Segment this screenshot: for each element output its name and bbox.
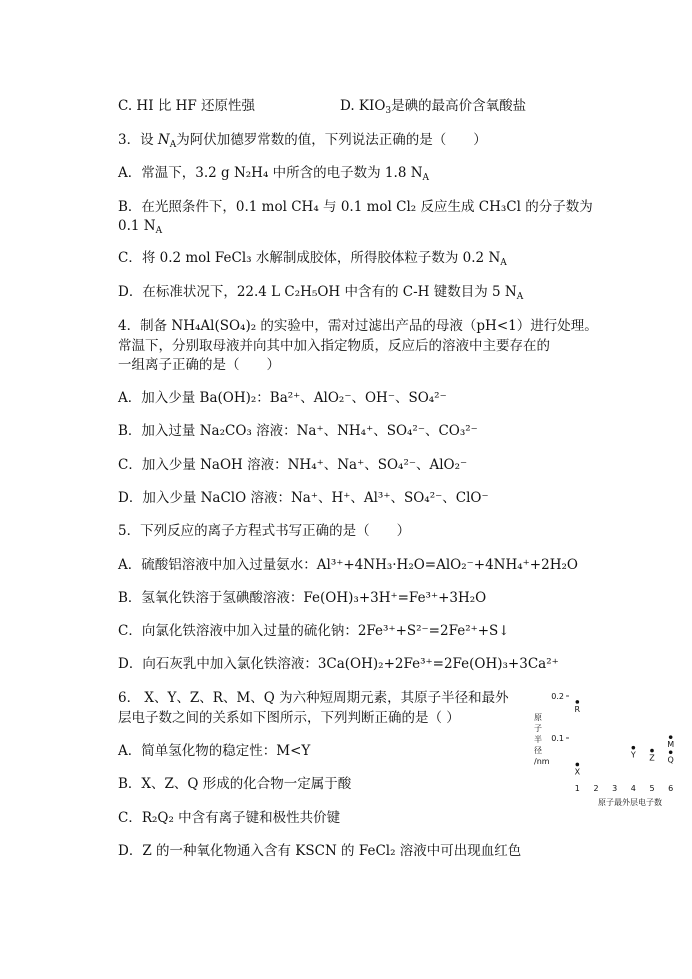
y-axis-label-part: 径: [534, 746, 542, 755]
x-tick-label: 4: [630, 784, 636, 793]
point-M: [669, 735, 673, 739]
point-label-Q: Q: [667, 755, 674, 765]
q3-option-b-line2: [118, 216, 162, 236]
chart-marks: [575, 700, 675, 776]
x-tick-label: 2: [593, 784, 599, 793]
q3-c-sub: A: [500, 258, 507, 268]
q3-option-a: [118, 163, 429, 183]
q5-option-a: A．硫酸铝溶液中加入过量氨水：Al³⁺+4NH₃·H₂O=AlO₂⁻+4NH₄⁺+2H₂O: [118, 557, 578, 573]
q3-stem-n: N: [157, 132, 170, 148]
q4-stem-line3: 一组离子正确的是（ ）: [118, 357, 280, 373]
q5-option-b: B．氢氧化铁溶于氢碘酸溶液：Fe(OH)₃+3H⁺=Fe³⁺+3H₂O: [118, 590, 487, 606]
q3-stem-sub: A: [169, 140, 177, 150]
y-axis-label-part: 子: [534, 724, 542, 733]
q2-option-d: [340, 96, 526, 116]
q6-stem-line2: 层电子数之间的关系如下图所示，下列判断正确的是（ ）: [118, 710, 460, 726]
x-axis-label: 原子最外层电子数: [598, 798, 662, 807]
x-tick-label: 1: [574, 784, 580, 793]
q5-option-c: C．向氯化铁溶液中加入过量的硫化钠：2Fe³⁺+S²⁻=2Fe²⁺+S↓: [118, 623, 510, 639]
point-X: [576, 763, 580, 767]
q4-option-a: A．加入少量 Ba(OH)₂：Ba²⁺、AlO₂⁻、OH⁻、SO₄²⁻: [118, 390, 447, 406]
point-label-R: R: [574, 704, 581, 714]
q6-option-c: C．R₂Q₂ 中含有离子键和极性共价键: [118, 810, 341, 826]
point-Q: [669, 750, 673, 754]
point-Z: [650, 749, 654, 753]
q2-option-c: C. HI 比 HF 还原性强: [118, 98, 256, 114]
point-label-Z: Z: [649, 753, 655, 763]
q6-option-d: D．Z 的一种氧化物通入含有 KSCN 的 FeCl₂ 溶液中可出现血红色: [118, 843, 522, 859]
point-label-Y: Y: [630, 750, 636, 760]
q4-option-c: C．加入少量 NaOH 溶液：NH₄⁺、Na⁺、SO₄²⁻、AlO₂⁻: [118, 457, 468, 473]
q6-stem-line1: 6． X、Y、Z、R、M、Q 为六种短周期元素，其原子半径和最外: [118, 690, 509, 706]
q3-a-text: A．常温下，3.2 g N₂H₄ 中所含的电子数为 1.8 N: [118, 165, 423, 181]
point-R: [576, 700, 580, 704]
x-tick-label: 6: [668, 784, 674, 793]
y-axis-label-part: 半: [534, 735, 542, 744]
q4-stem-line2: 常温下，分别取母液并向其中加入指定物质，反应后的溶液中主要存在的: [118, 338, 550, 354]
q5-option-d: D．向石灰乳中加入氯化铁溶液：3Ca(OH)₂+2Fe³⁺=2Fe(OH)₃+3Ca²⁺: [118, 656, 559, 672]
q3-option-d: [118, 282, 523, 302]
q3-stem: [118, 130, 487, 150]
q3-stem-a: 3．设: [118, 132, 158, 148]
point-label-X: X: [574, 767, 581, 777]
q2-d-text: D. KIO: [340, 98, 386, 114]
q3-c-text: C．将 0.2 mol FeCl₃ 水解制成胶体，所得胶体粒子数为 0.2 N: [118, 250, 501, 266]
q5-stem: 5．下列反应的离子方程式书写正确的是（ ）: [118, 523, 411, 539]
q2-d-sub: 3: [385, 106, 392, 116]
radius-scatter-chart: [530, 692, 682, 812]
q6-option-b: B．X、Z、Q 形成的化合物一定属于酸: [118, 776, 352, 792]
q3-d-text: D．在标准状况下，22.4 L C₂H₅OH 中含有的 C-H 键数目为 5 N: [118, 284, 517, 300]
y-axis-label-part: 原: [534, 713, 542, 722]
x-tick-label: 5: [649, 784, 655, 793]
y-tick-label: 0.1: [551, 734, 564, 743]
q3-option-b-line1: B．在光照条件下，0.1 mol CH₄ 与 0.1 mol Cl₂ 反应生成 CH₃Cl 的分子数为: [118, 199, 593, 215]
x-tick-label: 3: [612, 784, 618, 793]
q3-b2-text: 0.1 N: [118, 218, 156, 234]
q6-option-a: A．简单氢化物的稳定性：M<Y: [118, 743, 311, 759]
y-axis-label-part: /nm: [534, 757, 550, 766]
q3-b2-sub: A: [155, 226, 163, 236]
y-tick-label: 0.2: [551, 692, 564, 701]
q3-stem-b: 为阿伏加德罗常数的值，下列说法正确的是（ ）: [176, 132, 487, 148]
q4-option-b: B．加入过量 Na₂CO₃ 溶液：Na⁺、NH₄⁺、SO₄²⁻、CO₃²⁻: [118, 423, 478, 439]
q3-d-sub: A: [516, 292, 524, 302]
point-Y: [632, 746, 636, 750]
q3-a-sub: A: [422, 173, 430, 183]
q4-option-d: D．加入少量 NaClO 溶液：Na⁺、H⁺、Al³⁺、SO₄²⁻、ClO⁻: [118, 490, 489, 506]
q3-option-c: [118, 248, 507, 268]
q2-d-text2: 是碘的最高价含氧酸盐: [391, 98, 527, 114]
point-label-M: M: [667, 740, 675, 750]
q4-stem-line1: 4．制备 NH₄Al(SO₄)₂ 的实验中，需对过滤出产品的母液（pH<1）进行处理。: [118, 318, 598, 334]
